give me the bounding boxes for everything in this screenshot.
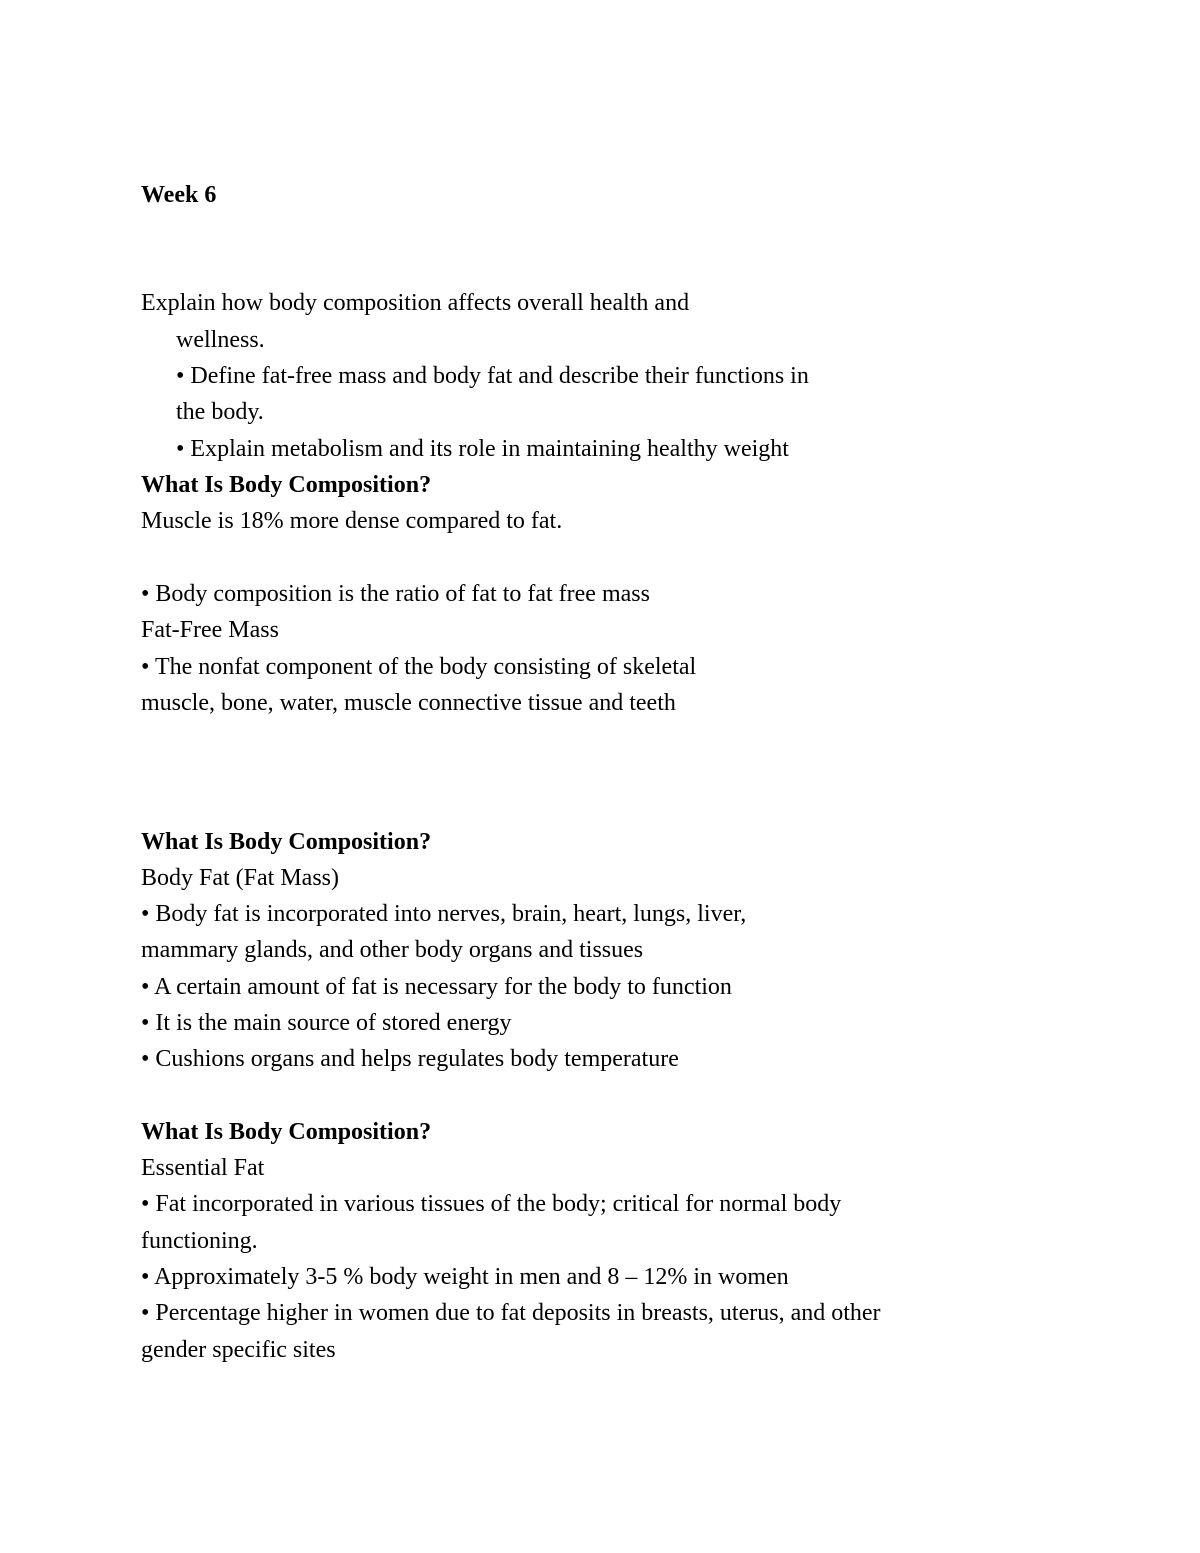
paragraph-line: muscle, bone, water, muscle connective tissue and teeth	[141, 690, 676, 716]
subheading: Fat-Free Mass	[141, 617, 279, 643]
bullet-item: • Percentage higher in women due to fat deposits in breasts, uterus, and other	[141, 1300, 881, 1326]
bullet-item: • Body fat is incorporated into nerves, brain, heart, lungs, liver,	[141, 901, 747, 927]
bullet-item: • The nonfat component of the body consisting of skeletal	[141, 654, 697, 680]
objective-text: the body.	[176, 399, 264, 425]
bullet-item: • Fat incorporated in various tissues of the body; critical for normal body	[141, 1191, 842, 1217]
paragraph-line: gender specific sites	[141, 1337, 336, 1363]
bullet-item: • It is the main source of stored energy	[141, 1010, 512, 1036]
bullet-item: • Cushions organs and helps regulates body temperature	[141, 1046, 679, 1072]
bullet-item: • Body composition is the ratio of fat to fat free mass	[141, 581, 650, 607]
week-heading: Week 6	[141, 182, 217, 208]
section-heading: What Is Body Composition?	[141, 472, 432, 498]
paragraph-line: functioning.	[141, 1228, 258, 1254]
bullet-item: • A certain amount of fat is necessary for the body to function	[141, 974, 732, 1000]
subheading: Body Fat (Fat Mass)	[141, 865, 339, 891]
objective-text: wellness.	[176, 327, 265, 353]
objective-text: Explain how body composition affects overall health and	[141, 290, 690, 316]
section-heading: What Is Body Composition?	[141, 829, 432, 855]
paragraph-line: Muscle is 18% more dense compared to fat.	[141, 508, 563, 534]
objective-bullet: • Explain metabolism and its role in maintaining healthy weight	[176, 436, 789, 462]
objective-bullet: • Define fat-free mass and body fat and describe their functions in	[176, 363, 809, 389]
section-heading: What Is Body Composition?	[141, 1119, 432, 1145]
paragraph-line: mammary glands, and other body organs and tissues	[141, 937, 644, 963]
subheading: Essential Fat	[141, 1155, 265, 1181]
bullet-item: • Approximately 3-5 % body weight in men and 8 – 12% in women	[141, 1264, 789, 1290]
